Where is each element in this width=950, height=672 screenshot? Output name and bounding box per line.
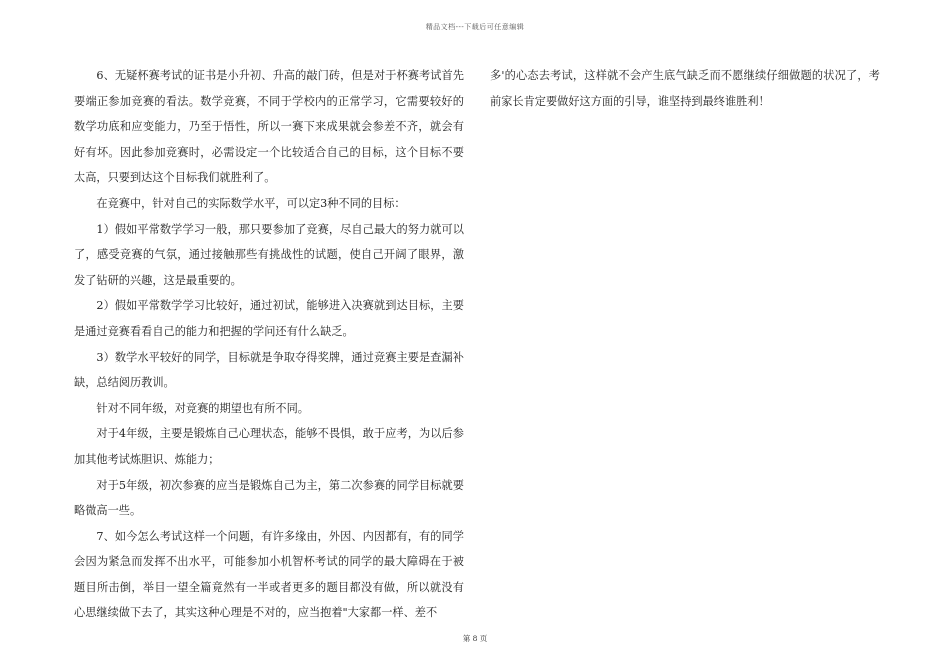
paragraph: 针对不同年级，对竞赛的期望也有所不同。: [96, 401, 309, 415]
paragraph: 1）假如平常数学学习一般，那只要参加了竞赛，尽自己最大的努力就可以了，感受竞赛的气氛，通过接触那些有挑战性的试题，使自己开阔了眼界，激发了钻研的兴趣，这是最重要的。: [74, 222, 464, 287]
paragraph: 在竞赛中，针对自己的实际数学水平，可以定3种不同的目标：: [96, 196, 406, 210]
paragraph: 多'的心态去考试，这样就不会产生底气缺乏而不愿继续仔细做题的状况了，考前家长肯定要做好这方面的引导，谁坚持到最终谁胜利！: [490, 69, 880, 108]
paragraph: 2）假如平常数学学习比较好，通过初试，能够进入决赛就到达目标，主要是通过竞赛看看自己的能力和把握的学问还有什么缺乏。: [74, 299, 464, 338]
page-number: 第 8 页: [462, 634, 488, 643]
paragraph: 6、无疑杯赛考试的证书是小升初、升高的敲门砖，但是对于杯赛考试首先要端正参加竞赛的看法。数学竞赛，不同于学校内的正常学习，它需要较好的数学功底和应变能力，乃至于悟性，所以一赛下来成果就会参差不齐，就会有好有坏。因此参加竞赛时，必需设定一个比较适合自己的目标，这个目标不要太高，只要到达这个目标我们就胜利了。: [74, 69, 464, 185]
paragraph: 对于5年级，初次参赛的应当是锻炼自己为主，第二次参赛的同学目标就要略微高一些。: [74, 478, 464, 518]
left-column: [74, 63, 464, 626]
right-column: [490, 63, 880, 114]
paragraph: 7、如今怎么考试这样一个问题，有许多缘由，外因、内因都有，有的同学会因为紧急而发挥不出水平，可能参加小机智杯考试的同学的最大障碍在于被题目所击倒，举目一望全篇竟然有一半或者更多的题目都没有做，所以就没有心思继续做下去了，其实这种心理是不对的，应当抱着"大家都一样、差不: [74, 529, 464, 620]
page-header: 精品文档---下载后可任意编辑: [425, 23, 525, 31]
paragraph: 3）数学水平较好的同学，目标就是争取夺得奖牌，通过竞赛主要是查漏补缺，总结阅历教训。: [74, 350, 464, 390]
paragraph: 对于4年级，主要是锻炼自己心理状态，能够不畏惧，敢于应考，为以后参加其他考试炼胆识、炼能力；: [74, 427, 464, 466]
